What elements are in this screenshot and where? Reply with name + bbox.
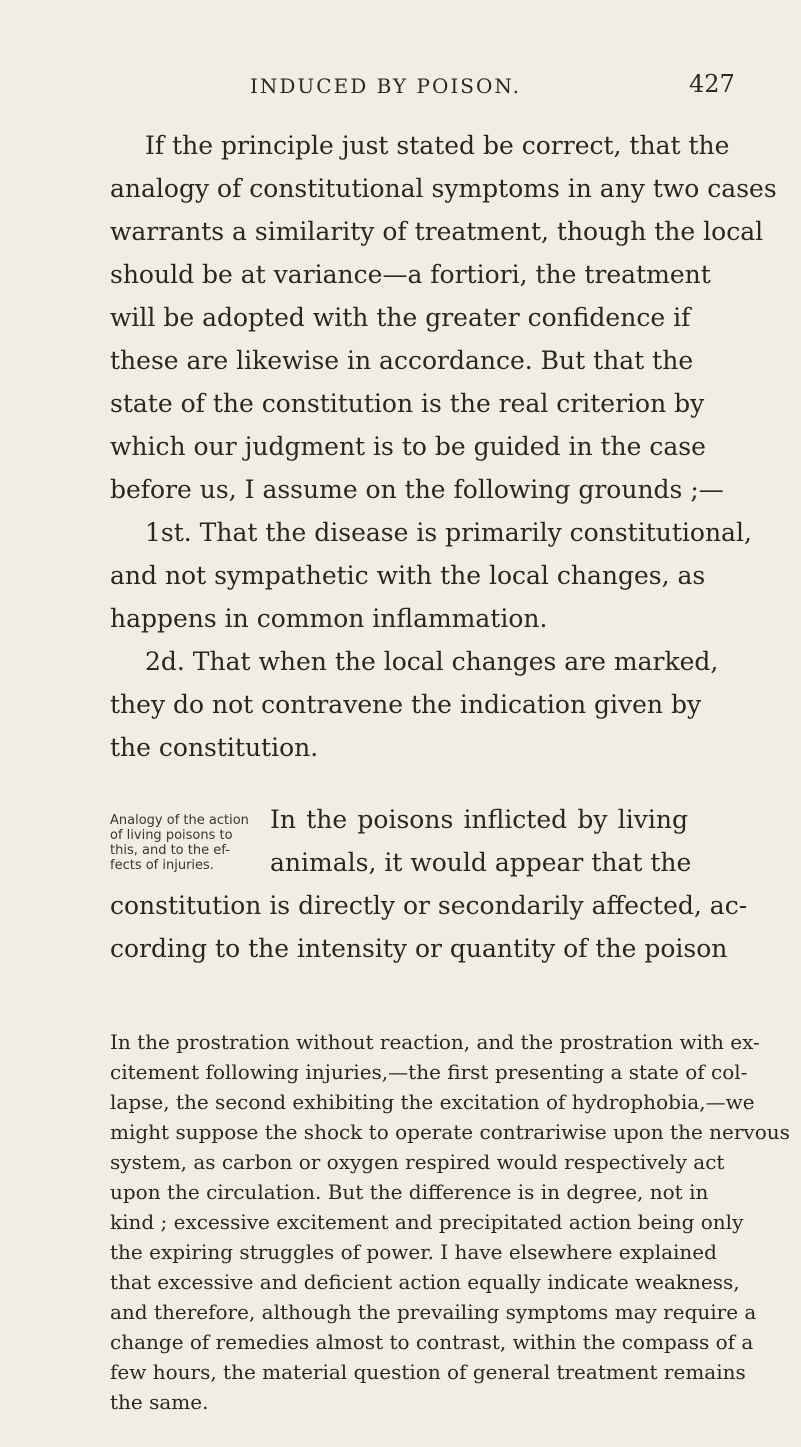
text-line: constitution is directly or secondarily affected, ac-: [110, 891, 748, 920]
text-line: should be at variance—a fortiori, the treatment: [110, 260, 711, 289]
running-head: INDUCED BY POISON.: [250, 74, 521, 98]
text-line: and not sympathetic with the local changes, as: [110, 561, 706, 590]
marginal-note-line: this, and to the ef-: [110, 843, 230, 858]
text-line: these are likewise in accordance. But that the: [110, 346, 694, 375]
text-line: upon the circulation. But the difference is in degree, not in: [110, 1180, 709, 1204]
text-line: will be adopted with the greater confidence if: [110, 303, 691, 332]
text-line: change of remedies almost to contrast, within the compass of a: [110, 1330, 754, 1354]
text-line: they do not contravene the indication given by: [110, 690, 702, 719]
text-line: analogy of constitutional symptoms in any two cases: [110, 174, 777, 203]
text-line: happens in common inflammation.: [110, 604, 548, 633]
text-line: the same.: [110, 1390, 209, 1414]
marginal-note-line: of living poisons to: [110, 828, 233, 843]
text-line: cording to the intensity or quantity of the poison: [110, 934, 728, 963]
marginal-note-line: fects of injuries.: [110, 858, 214, 873]
text-line: and therefore, although the prevailing symptoms may require a: [110, 1300, 757, 1324]
text-line: that excessive and deficient action equally indicate weakness,: [110, 1270, 740, 1294]
text-line: warrants a similarity of treatment, though the local: [110, 217, 764, 246]
text-line: lapse, the second exhibiting the excitation of hydrophobia,—we: [110, 1090, 755, 1114]
text-line: In the poisons inflicted by living: [270, 805, 688, 834]
text-line: before us, I assume on the following grounds ;—: [110, 475, 724, 504]
text-line: kind ; excessive excitement and precipitated action being only: [110, 1210, 744, 1234]
text-line: system, as carbon or oxygen respired would respectively act: [110, 1150, 725, 1174]
page-number: 427: [689, 70, 735, 98]
text-line: the expiring struggles of power. I have elsewhere explained: [110, 1240, 717, 1264]
text-line: If the principle just stated be correct, that the: [145, 131, 730, 160]
text-line: might suppose the shock to operate contrariwise upon the nervous: [110, 1120, 790, 1144]
text-line: 2d. That when the local changes are marked,: [145, 647, 719, 676]
text-line: the constitution.: [110, 733, 319, 762]
text-line: 1st. That the disease is primarily constitutional,: [145, 518, 752, 547]
marginal-note: [110, 813, 260, 873]
marginal-note-line: Analogy of the action: [110, 813, 249, 828]
text-line: citement following injuries,—the first presenting a state of col-: [110, 1060, 748, 1084]
text-line: which our judgment is to be guided in the case: [110, 432, 706, 461]
text-line: few hours, the material question of general treatment remains: [110, 1360, 746, 1384]
text-line: state of the constitution is the real criterion by: [110, 389, 705, 418]
text-line: In the prostration without reaction, and the prostration with ex-: [110, 1030, 760, 1054]
text-line: animals, it would appear that the: [270, 848, 692, 877]
